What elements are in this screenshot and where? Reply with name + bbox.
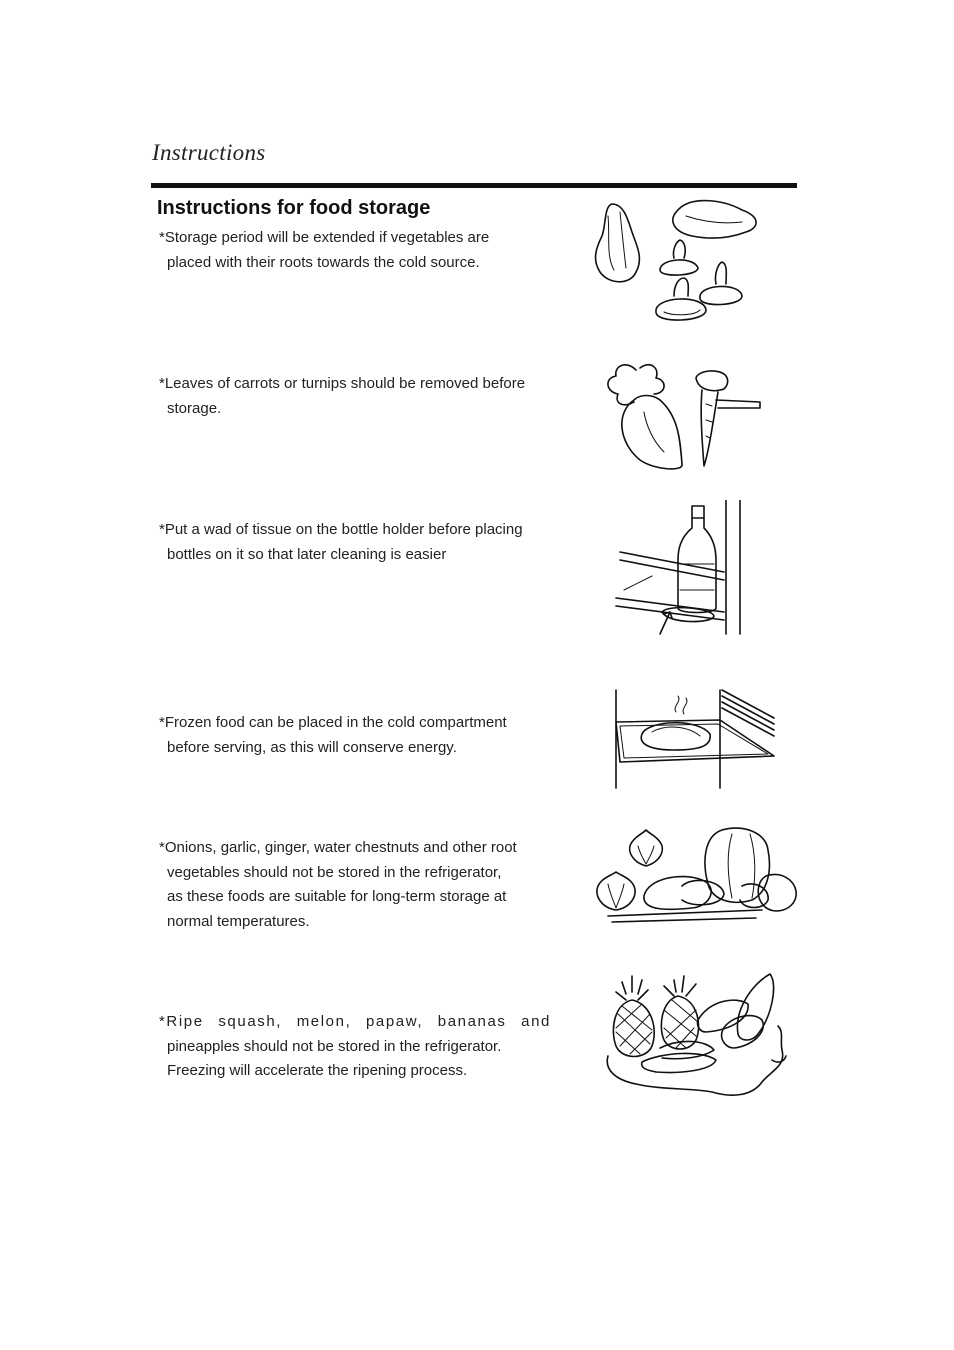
tip-4-line-2: before serving, as this will conserve energy. bbox=[167, 738, 457, 756]
storage-tip-4 bbox=[159, 711, 551, 760]
tip-4-line-1: *Frozen food can be placed in the cold compartment bbox=[159, 714, 507, 731]
page-header-title: Instructions bbox=[152, 140, 266, 165]
mushrooms-vegetables-icon bbox=[594, 196, 766, 330]
tip-6-line-3: Freezing will accelerate the ripening process. bbox=[167, 1062, 468, 1079]
frozen-food-tray-icon bbox=[612, 684, 780, 792]
tip-3-line-2: bottles on it so that later cleaning is easier bbox=[167, 545, 447, 563]
tropical-fruits-icon bbox=[602, 970, 792, 1102]
tip-1-line-2: placed with their roots towards the cold source. bbox=[167, 253, 480, 271]
root-vegetables-icon bbox=[592, 826, 800, 930]
tip-2-line-1: *Leaves of carrots or turnips should be removed before bbox=[159, 375, 526, 392]
tip-5-line-2: vegetables should not be stored in the refrigerator, bbox=[167, 863, 502, 881]
tip-5-line-1: *Onions, garlic, ginger, water chestnuts and other root bbox=[159, 839, 517, 856]
tip-6-line-1: *Ripe squash, melon, papaw, bananas and bbox=[159, 1013, 551, 1030]
tip-6-line-2: pineapples should not be stored in the refrigerator. bbox=[167, 1037, 502, 1055]
storage-tip-3 bbox=[159, 518, 551, 567]
tip-5-line-3: as these foods are suitable for long-term storage at bbox=[167, 888, 507, 905]
storage-tip-5 bbox=[159, 836, 551, 934]
tip-2-line-2: storage. bbox=[167, 399, 222, 417]
section-title: Instructions for food storage bbox=[157, 197, 431, 219]
turnip-carrot-icon bbox=[600, 360, 770, 472]
storage-tip-2 bbox=[159, 372, 551, 421]
tip-5-line-4: normal temperatures. bbox=[167, 912, 310, 930]
storage-tip-1 bbox=[159, 226, 551, 275]
bottle-holder-icon bbox=[612, 500, 748, 636]
tip-1-line-1: *Storage period will be extended if vegetables are bbox=[159, 229, 490, 246]
header-divider bbox=[151, 183, 797, 188]
tip-3-line-1: *Put a wad of tissue on the bottle holder before placing bbox=[159, 521, 523, 538]
storage-tip-6 bbox=[159, 1010, 551, 1084]
